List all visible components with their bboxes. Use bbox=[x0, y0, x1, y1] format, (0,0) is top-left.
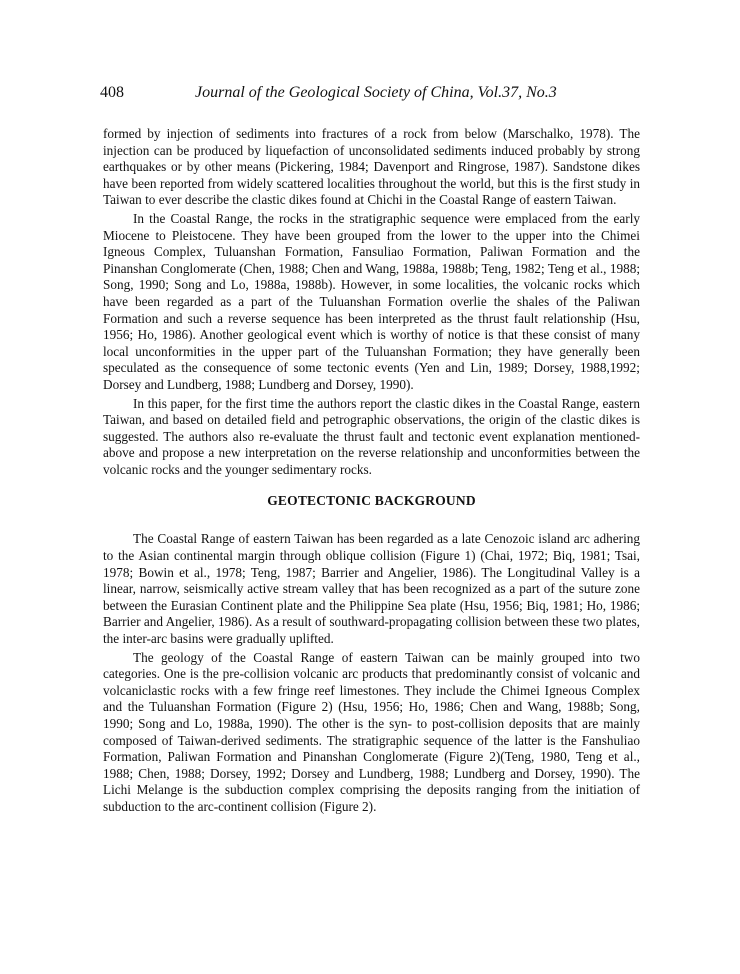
paragraph-section-2: The geology of the Coastal Range of eastern Taiwan can be mainly grouped into two categories. One is the pre-collision volcanic arc products that predominantly consist of volcanic and volcaniclastic rocks with a few fringe reef limestones. They include the Chimei Igneous Complex and the Tuluanshan Formation (Figure 2) (Hsu, 1956; Ho, 1986; Chen and Wang, 1988b; Song, 1990; Song and Lo, 1988a, 1990). The other is the syn- to post-collision deposits that are mainly composed of Taiwan-derived sediments. The stratigraphic sequence of the latter is the Fanshuliao Formation, Paliwan Formation and Pinanshan Conglomerate (Figure 2)(Teng, 1980, Teng et al., 1988; Chen, 1988; Dorsey, 1992; Dorsey and Lundberg, 1988; Lundberg and Dorsey, 1990). The Lichi Melange is the subduction complex comprising the deposits ranging from the initiation of subduction to the arc-continent collision (Figure 2). bbox=[103, 649, 640, 814]
paragraph-section-1: The Coastal Range of eastern Taiwan has been regarded as a late Cenozoic island arc adhering to the Asian continental margin through oblique collision (Figure 1) (Chai, 1972; Biq, 1981; Tsai, 1978; Bowin et al., 1978; Teng, 1987; Barrier and Angelier, 1986). The Longitudinal Valley is a linear, narrow, seismically active stream valley that has been recognized as a part of the suture zone between the Eurasian Continent plate and the Philippine Sea plate (Hsu, 1956; Biq, 1981; Ho, 1986; Barrier and Angelier, 1986). As a result of southward-propagating collision between these two plates, the inter-arc basins were gradually uplifted. bbox=[103, 531, 640, 647]
paragraph-intro-2: In the Coastal Range, the rocks in the stratigraphic sequence were emplaced from the early Miocene to Pleistocene. They have been grouped from the lower to the upper into the Chimei Igneous Complex, Tuluanshan Formation, Fansuliao Formation, Paliwan Formation and the Pinanshan Conglomerate (Chen, 1988; Chen and Wang, 1988a, 1988b; Teng, 1982; Teng et al., 1988; Song, 1990; Song and Lo, 1988a, 1988b). However, in some localities, the volcanic rocks which have been regarded as a part of the Tuluanshan Formation overlie the shales of the Paliwan Formation and such a reverse sequence has been interpreted as the thrust fault relationship (Hsu, 1956; Ho, 1986). Another geological event which is worthy of notice is that these consist of many local unconformities in the upper part of the Tuluanshan Formation; they have generally been speculated as the consequence of some tectonic events (Yen and Lin, 1989; Dorsey, 1988,1992; Dorsey and Lundberg, 1988; Lundberg and Dorsey, 1990). bbox=[103, 210, 640, 392]
page-header bbox=[100, 84, 640, 108]
page-number: 408 bbox=[100, 84, 124, 101]
running-head: Journal of the Geological Society of China, Vol.37, No.3 bbox=[195, 84, 557, 101]
paragraph-intro-1: formed by injection of sediments into fractures of a rock from below (Marschalko, 1978). The injection can be produced by liquefaction of unconsolidated sediments induced probably by strong earthquakes or by other means (Pickering, 1984; Davenport and Ringrose, 1987). Sandstone dikes have been reported from widely scattered localities throughout the world, but this is the first study in Taiwan to ever describe the clastic dikes found at Chichi in the Coastal Range of eastern Taiwan. bbox=[103, 126, 640, 208]
section-heading: GEOTECTONIC BACKGROUND bbox=[267, 493, 476, 509]
paragraph-intro-3: In this paper, for the first time the authors report the clastic dikes in the Coastal Range, eastern Taiwan, and based on detailed field and petrographic observations, the origin of the clastic dikes is suggested. The authors also re-evaluate the thrust fault and tectonic event explanation mentioned-above and propose a new interpretation on the reverse relationship and unconformities between the volcanic rocks and the younger sedimentary rocks. bbox=[103, 395, 640, 477]
article-body bbox=[103, 126, 640, 816]
